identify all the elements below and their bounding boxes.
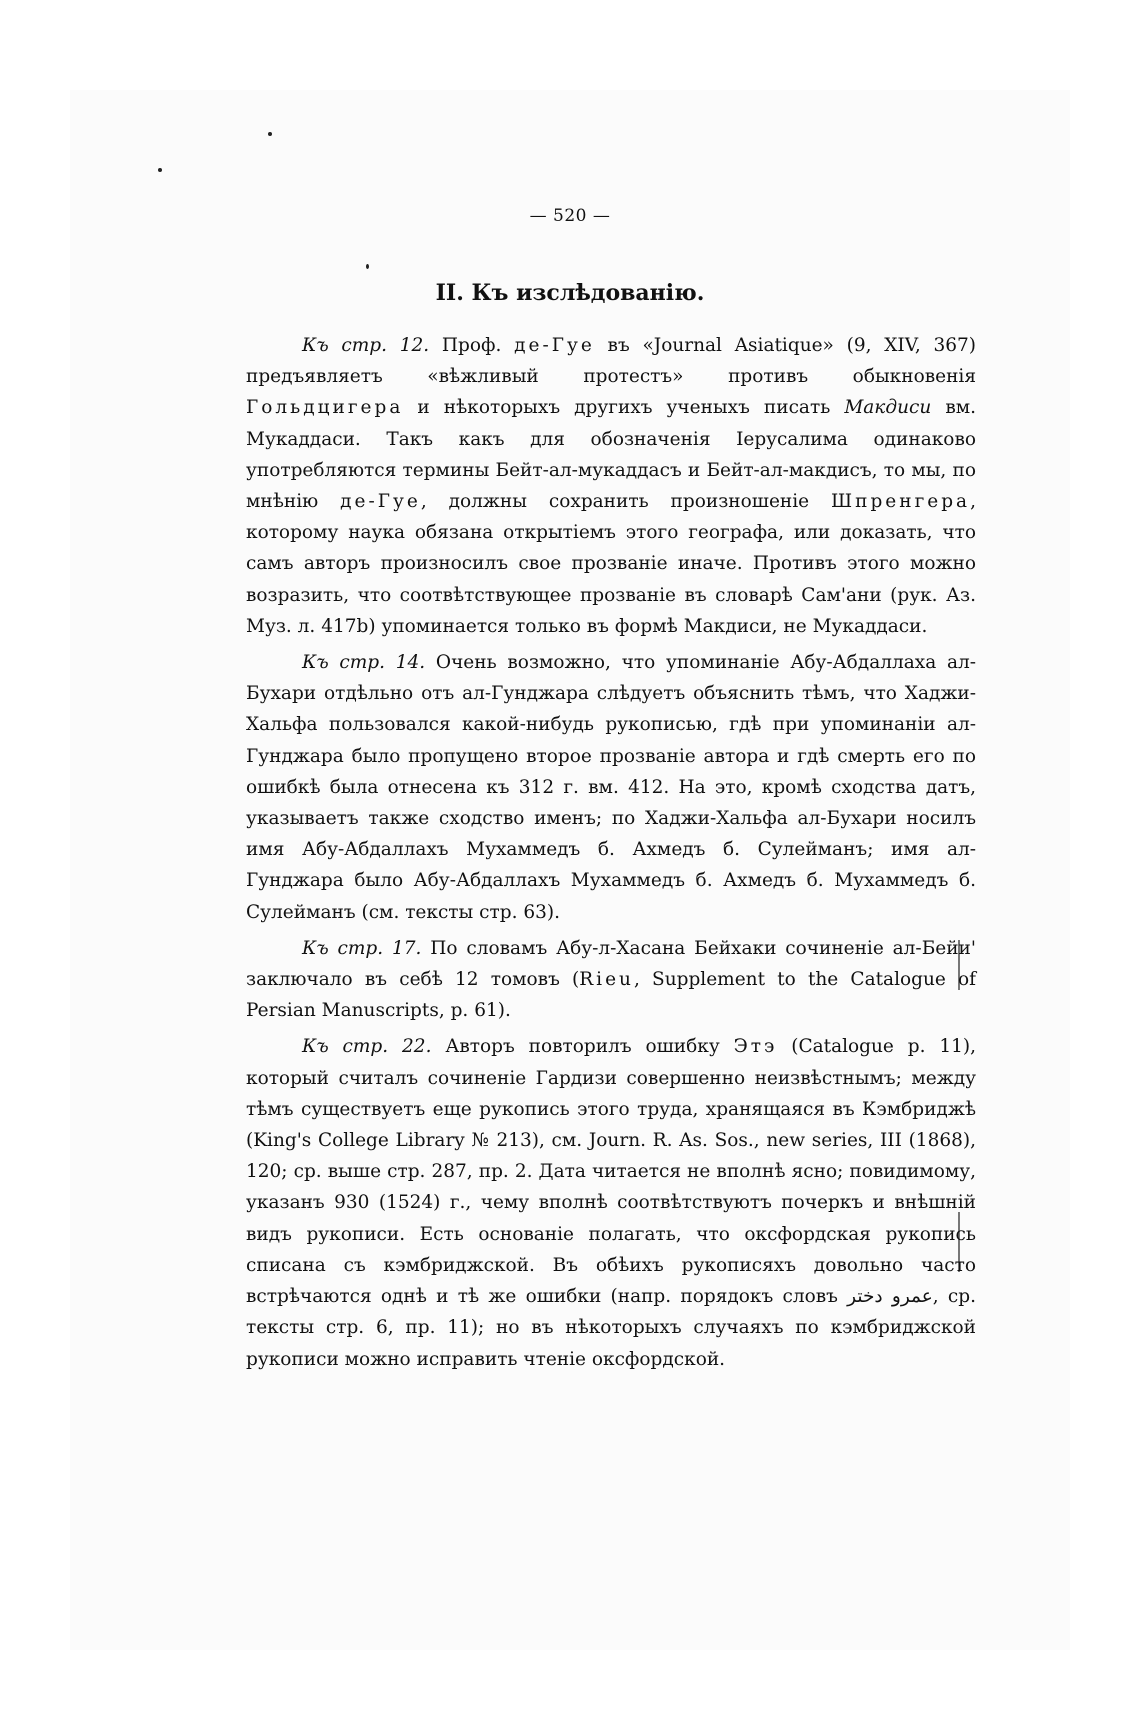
paragraph-text: , должны сохранить произношеніе [420,491,832,513]
scan-speck [158,168,162,172]
paragraph-text: , Supplement to the Catalogue of Persian Manuscripts, p. 61). [246,969,977,1022]
page-number: — 520 — [529,206,611,226]
paragraph-text: (Catalogue p. 11), который считалъ сочиненіе Гардизи совершенно неизвѣстнымъ; между тѣмъ существуетъ еще рукопись этого труда, хранящаяся въ Кэмбриджѣ (King's College Library № 213), см. Journ. R. As. Sos., new series, III (1868), 120; ср. выше стр. 287, пр. 2. Дата читается не вполнѣ ясно; повидимому, указанъ 930 (1524) г., чему вполнѣ соотвѣтствуютъ почеркъ и внѣшній видъ рукописи. Есть основаніе полагать, что оксфордская рукопись списана съ кэмбриджской. Въ обѣихъ рукописяхъ довольно часто встрѣчаются однѣ и тѣ же ошибки (напр. порядокъ словъ [246,1036,976,1308]
paragraph-text: и нѣкоторыхъ другихъ ученыхъ писать [403,397,845,419]
paragraph [246,1031,976,1374]
paragraph-text: По словамъ Абу-л-Хасана Бейхаки сочиненіе ал-Бейи' заключало въ себѣ 12 томовъ ( [246,937,976,991]
spaced-name: де-Гуе [340,491,421,513]
page-reference: Къ стр. 17. [302,937,422,959]
spaced-name: Rieu [579,969,634,991]
page-reference: Къ стр. 14. [302,652,426,674]
page-reference: Къ стр. 12. [302,335,430,356]
paragraph-text: , ср. тексты стр. 6, пр. 11); но въ нѣкоторыхъ случаяхъ по кэмбриджской рукописи можно исправить чтеніе оксфордской. [246,1286,976,1370]
spaced-name: де-Гуе [514,335,595,356]
section-title: II. Къ изслѣдованію. [435,280,705,306]
paragraph-text: Проф. [429,335,515,356]
paragraph [246,647,976,928]
paragraph-text: Очень возможно, что упоминаніе Абу-Абдаллаха ал-Бухари отдѣльно отъ ал-Гунджара слѣдуетъ объяснить тѣмъ, что Хаджи-Хальфа пользовался какой-нибудь рукописью, гдѣ при упоминаніи ал-Гунджара было пропущено второе прозваніе автора и гдѣ смерть его по ошибкѣ была отнесена къ 312 г. вм. 412. На это, кромѣ сходства датъ, указываетъ также сходство именъ; по Хаджи-Хальфа ал-Бухари носилъ имя Абу-Абдаллахъ Мухаммедъ б. Ахмедъ б. Сулейманъ; имя ал-Гунджара было Абу-Абдаллахъ Мухаммедъ б. Ахмедъ б. Мухаммедъ б. Сулейманъ (см. тексты стр. 63). [246,652,976,923]
spaced-name: Гольдцигера [246,397,404,419]
italic-term: Макдиси [844,397,932,419]
spaced-name: Шпренгера [831,491,971,513]
spaced-name: Этэ [733,1036,778,1058]
scan-speck [268,132,272,136]
paragraph-text: Авторъ повторилъ ошибку [431,1036,734,1058]
paragraph-text: вм. Мукаддаси. Такъ какъ для обозначенія Іерусалима одинаково употребляются термины Бейт-ал-мукаддасъ и Бейт-ал-макдисъ, то мы, по мнѣнію [246,397,976,513]
page-reference: Къ стр. 22. [302,1036,432,1058]
paragraph-text: , которому наука обязана открытіемъ этого географа, или доказать, что самъ авторъ произносилъ свое прозваніе иначе. Противъ этого можно возразить, что соотвѣтствующее прозваніе въ словарѣ Сам'ани (рук. Аз. Муз. л. 417b) упоминается только въ формѣ Макдиси, не Мукаддаси. [246,491,976,637]
paragraph-text: въ «Journal Asiatique» (9, XIV, 367) предъявляетъ «вѣжливый протестъ» противъ обыкновенія [246,335,976,388]
paragraph [246,330,976,642]
paragraph [246,933,976,1027]
body-text [246,330,976,1375]
scan-speck [366,264,369,269]
arabic-phrase: عمرو دختر [847,1286,933,1308]
